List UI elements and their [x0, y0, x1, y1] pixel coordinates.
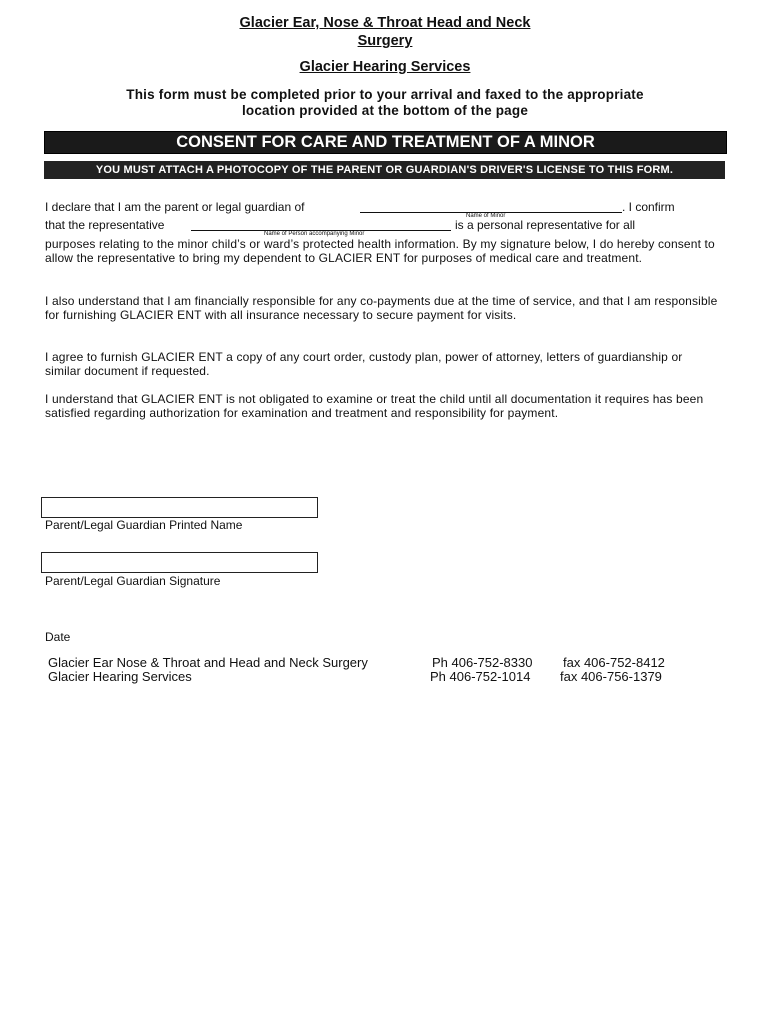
- org-title-line1: Glacier Ear, Nose & Throat Head and Neck: [239, 15, 531, 31]
- contact-hearing-name: Glacier Hearing Services: [48, 669, 192, 684]
- printed-name-input[interactable]: [41, 497, 318, 518]
- documents-paragraph: I agree to furnish GLACIER ENT a copy of any court order, custody plan, power of attorney, letters of guardianship or similar document if requested.: [45, 350, 683, 379]
- org-secondary-title: Glacier Hearing Services: [299, 59, 471, 75]
- contact-ent-name: Glacier Ear Nose & Throat and Head and Neck Surgery: [48, 655, 368, 670]
- license-notice-banner: YOU MUST ATTACH A PHOTOCOPY OF THE PARENT OR GUARDIAN'S DRIVER'S LICENSE TO THIS FORM.: [44, 161, 725, 179]
- printed-name-label: Parent/Legal Guardian Printed Name: [45, 518, 243, 532]
- declaration-line1-suffix: . I confirm: [622, 200, 675, 214]
- org-title-line2: Surgery: [357, 33, 413, 49]
- financial-responsibility-paragraph: I also understand that I am financially responsible for any co-payments due at the time of service, and that I am responsible for furnishing GLACIER ENT with all insurance necessary to secure payment for visits.: [45, 294, 718, 323]
- signature-input[interactable]: [41, 552, 318, 573]
- contact-ent-phone: Ph 406-752-8330: [432, 655, 533, 670]
- declaration-line1-prefix: I declare that I am the parent or legal guardian of: [45, 200, 305, 214]
- date-label: Date: [45, 630, 71, 644]
- declaration-continuation: purposes relating to the minor child’s or ward’s protected health information. By my signature below, I do hereby consent to allow the representative to bring my dependent to GLACIER ENT for purposes of medical care and treatment.: [45, 237, 715, 266]
- authorization-paragraph: I understand that GLACIER ENT is not obligated to examine or treat the child until all documentation it requires has been satisfied regarding authorization for examination and treatment and responsibility for payment.: [45, 392, 704, 421]
- contact-ent-fax: fax 406-752-8412: [563, 655, 665, 670]
- declaration-line2-prefix: that the representative: [45, 218, 165, 232]
- notice-line2: location provided at the bottom of the page: [241, 103, 529, 118]
- notice-line1: This form must be completed prior to your arrival and faxed to the appropriate: [126, 87, 644, 102]
- representative-name-caption: Name of Person accompanying Minor: [264, 231, 365, 237]
- minor-name-caption: Name of Minor: [466, 213, 506, 219]
- signature-label: Parent/Legal Guardian Signature: [45, 574, 221, 588]
- declaration-line2-suffix: is a personal representative for all: [455, 218, 636, 232]
- contact-hearing-fax: fax 406-756-1379: [560, 669, 662, 684]
- form-title-banner: CONSENT FOR CARE AND TREATMENT OF A MINOR: [44, 131, 727, 154]
- contact-hearing-phone: Ph 406-752-1014: [430, 669, 531, 684]
